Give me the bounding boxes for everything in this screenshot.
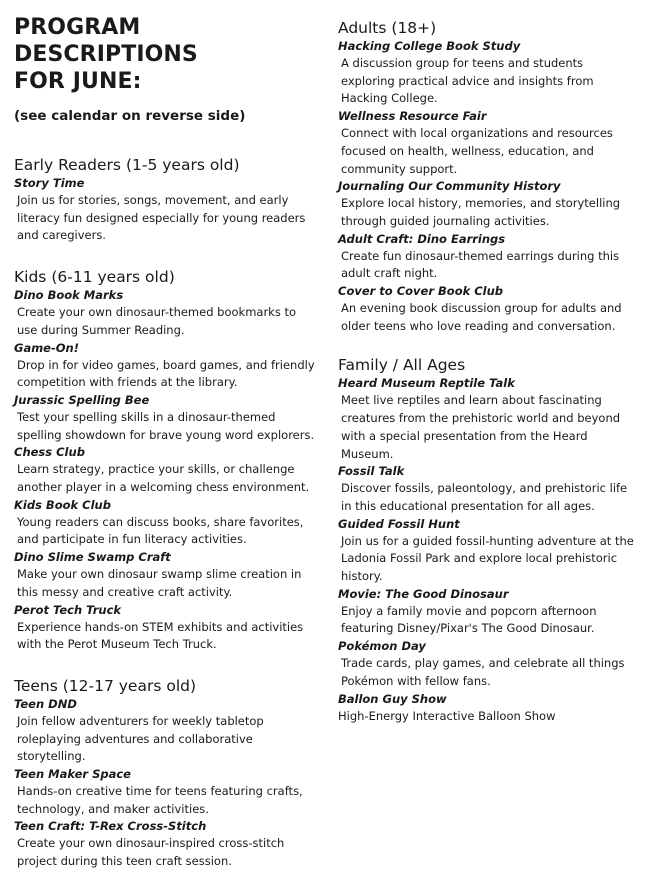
heading-text: Adults	[338, 19, 387, 37]
section-family	[338, 355, 638, 725]
program-name: Story Time	[14, 176, 85, 190]
age-range: (18+)	[391, 19, 437, 37]
program-description: Drop in for video games, board games, and friendly competition with friends at the library.	[17, 357, 315, 390]
program-name: Chess Club	[14, 445, 85, 460]
program-name: Dino Slime Swamp Craft	[14, 550, 171, 565]
age-range: (1-5 years old)	[125, 156, 240, 174]
program-item	[14, 497, 320, 549]
program-item	[338, 463, 638, 515]
program-name: Jurassic Spelling Bee	[14, 392, 150, 407]
left-column	[14, 0, 320, 871]
section-teens	[14, 676, 320, 871]
program-name: Teen DND	[14, 696, 77, 711]
program-item	[14, 766, 320, 818]
program-description: Learn strategy, practice your skills, or challenge another player in a welcoming chess environment.	[17, 462, 310, 495]
program-item	[14, 696, 320, 766]
program-description: Trade cards, play games, and celebrate all things Pokémon with fellow fans.	[341, 656, 625, 688]
program-description: Join us for a guided fossil-hunting adventure at the Ladonia Fossil Park and explore local prehistoric history.	[341, 533, 634, 584]
program-item	[338, 516, 638, 586]
program-item	[14, 340, 320, 392]
program-item	[338, 231, 638, 283]
section-heading-teens	[14, 676, 320, 696]
program-description: Young readers can discuss books, share favorites, and participate in fun literacy activities.	[17, 514, 304, 547]
heading-text: Family / All Ages	[338, 356, 466, 375]
program-name: Teen Maker Space	[14, 767, 131, 782]
program-description: Test your spelling skills in a dinosaur-themed spelling showdown for brave young word explorers.	[17, 409, 315, 442]
program-name: Cover to Cover Book Club	[338, 284, 504, 299]
program-description: A discussion group for teens and students exploring practical advice and insights from Hacking College.	[341, 56, 594, 106]
program-name: Perot Tech Truck	[14, 602, 122, 617]
program-item	[14, 175, 320, 245]
program-name: Fossil Talk	[338, 464, 405, 479]
program-description: Connect with local organizations and resources focused on health, wellness, education, and community support.	[341, 126, 613, 176]
section-early-readers	[14, 155, 320, 245]
program-item	[338, 691, 638, 726]
program-name: Movie: The Good Dinosaur	[338, 586, 509, 601]
section-heading-early-readers	[14, 155, 320, 175]
program-description: Make your own dinosaur swamp slime creation in this messy and creative craft activity.	[17, 567, 302, 599]
section-heading-family	[338, 355, 638, 375]
title-line-1: PROGRAM DESCRIPTIONS	[14, 15, 198, 67]
program-description: Hands-on creative time for teens featuring crafts, technology, and maker activities.	[17, 784, 303, 816]
program-item	[14, 444, 320, 496]
program-description: Create your own dinosaur-themed bookmarks to use during Summer Reading.	[17, 305, 297, 337]
program-description: Join us for stories, songs, movement, and early literacy fun designed especially for young readers and caregivers.	[17, 193, 306, 243]
program-item	[338, 375, 638, 463]
program-description: Create your own dinosaur-inspired cross-stitch project during this teen craft session.	[17, 836, 285, 869]
heading-text: Early Readers	[14, 156, 122, 174]
program-name: Wellness Resource Fair	[338, 109, 487, 124]
program-description: Experience hands-on STEM exhibits and activities with the Perot Museum Tech Truck.	[17, 619, 304, 652]
program-description: Explore local history, memories, and storytelling through guided journaling activities.	[341, 196, 621, 228]
section-adults	[338, 18, 638, 335]
program-item	[338, 178, 638, 230]
title-line-2: FOR JUNE:	[14, 69, 142, 94]
section-heading-kids	[14, 267, 320, 287]
program-description: Enjoy a family movie and popcorn afternoon featuring Disney/Pixar's The Good Dinosaur.	[341, 603, 597, 636]
section-kids	[14, 267, 320, 654]
heading-text: Kids	[14, 268, 47, 287]
right-column	[338, 0, 638, 725]
program-description: Meet live reptiles and learn about fascinating creatures from the prehistoric world and beyond with a special presentation from the Heard Museum.	[341, 393, 621, 461]
program-name: Heard Museum Reptile Talk	[338, 376, 515, 391]
program-item	[338, 38, 638, 108]
program-description: Create fun dinosaur-themed earrings during this adult craft night.	[341, 248, 620, 281]
program-name: Adult Craft: Dino Earrings	[338, 231, 506, 246]
program-item	[14, 549, 320, 601]
program-description: High-Energy Interactive Balloon Show	[338, 708, 556, 723]
program-description: Discover fossils, paleontology, and prehistoric life in this educational presentation for all ages.	[341, 481, 628, 513]
program-name: Hacking College Book Study	[338, 39, 521, 53]
program-description: Join fellow adventurers for weekly tabletop roleplaying adventures and collaborative storytelling.	[17, 713, 264, 764]
page-title	[14, 14, 320, 95]
program-item	[14, 392, 320, 444]
program-item	[14, 287, 320, 339]
program-name: Dino Book Marks	[14, 288, 124, 303]
program-item	[14, 818, 320, 870]
section-heading-adults	[338, 18, 638, 38]
calendar-note: (see calendar on reverse side)	[14, 108, 246, 124]
program-name: Journaling Our Community History	[338, 179, 561, 194]
program-item	[338, 586, 638, 638]
age-range: (12-17 years old)	[62, 676, 197, 695]
program-name: Kids Book Club	[14, 497, 111, 512]
program-name: Teen Craft: T-Rex Cross-Stitch	[14, 819, 207, 834]
program-item	[338, 108, 638, 178]
program-name: Guided Fossil Hunt	[338, 516, 460, 531]
program-item	[338, 638, 638, 690]
program-name: Pokémon Day	[338, 639, 426, 654]
heading-text: Teens	[14, 676, 58, 695]
program-item	[14, 602, 320, 654]
age-range: (6-11 years old)	[51, 268, 175, 287]
program-item	[338, 283, 638, 335]
program-description: An evening book discussion group for adults and older teens who love reading and conversation.	[341, 301, 622, 333]
program-name: Ballon Guy Show	[338, 691, 447, 706]
program-name: Game-On!	[14, 340, 79, 355]
